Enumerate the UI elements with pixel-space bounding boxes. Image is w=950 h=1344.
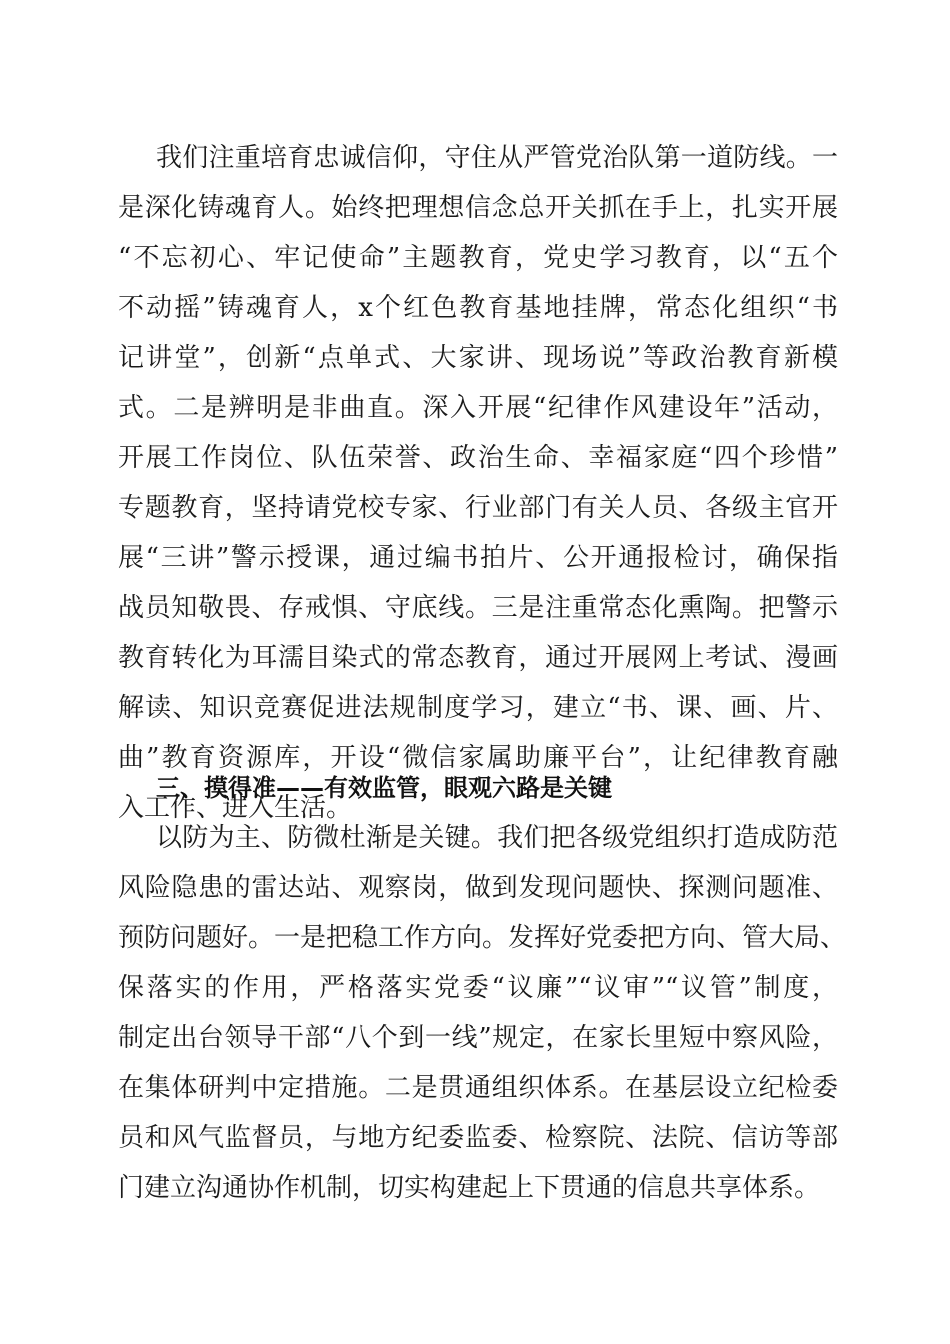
paragraph-line: 式。二是辨明是非曲直。深入开展“纪律作风建设年”活动， — [118, 393, 838, 423]
paragraph-line: 入工作、进入生活。 — [118, 793, 353, 823]
paragraph-line: 保落实的作用，严格落实党委“议廉”“议审”“议管”制度， — [118, 973, 838, 1003]
paragraph-line: “不忘初心、牢记使命”主题教育，党史学习教育，以“五个 — [118, 243, 838, 273]
paragraph-discipline-education — [118, 133, 838, 833]
paragraph-line: 曲”教育资源库，开设“微信家属助廉平台”，让纪律教育融 — [118, 743, 838, 773]
paragraph-line: 展“三讲”警示授课，通过编书拍片、公开通报检讨，确保指 — [118, 543, 838, 573]
paragraph-line: 教育转化为耳濡目染式的常态教育，通过开展网上考试、漫画 — [118, 643, 838, 673]
paragraph-supervision — [118, 813, 847, 1213]
paragraph-line: 战员知敬畏、存戒惧、守底线。三是注重常态化熏陶。把警示 — [118, 593, 838, 623]
paragraph-line: 以防为主、防微杜渐是关键。我们把各级党组织打造成防范 — [156, 823, 838, 853]
paragraph-line: 预防问题好。一是把稳工作方向。发挥好党委把方向、管大局、 — [118, 923, 847, 953]
section-heading: 三、摸得准——有效监管，眼观六路是关键 — [156, 774, 612, 802]
paragraph-line: 解读、知识竞赛促进法规制度学习，建立“书、课、画、片、 — [118, 693, 838, 723]
paragraph-line: 专题教育，坚持请党校专家、行业部门有关人员、各级主官开 — [118, 493, 838, 523]
paragraph-line: 记讲堂”，创新“点单式、大家讲、现场说”等政治教育新模 — [118, 343, 838, 373]
paragraph-line: 开展工作岗位、队伍荣誉、政治生命、幸福家庭“四个珍惜” — [118, 443, 838, 473]
paragraph-line: 员和风气监督员，与地方纪委监委、检察院、法院、信访等部 — [118, 1123, 838, 1153]
paragraph-line: 是深化铸魂育人。始终把理想信念总开关抓在手上，扎实开展 — [118, 193, 838, 223]
paragraph-line: 门建立沟通协作机制，切实构建起上下贯通的信息共享体系。 — [118, 1173, 821, 1203]
paragraph-line: 制定出台领导干部“八个到一线”规定，在家长里短中察风险， — [118, 1023, 838, 1053]
paragraph-line: 风险隐患的雷达站、观察岗，做到发现问题快、探测问题准、 — [118, 873, 838, 903]
paragraph-line: 在集体研判中定措施。二是贯通组织体系。在基层设立纪检委 — [118, 1073, 838, 1103]
paragraph-line: 我们注重培育忠诚信仰，守住从严管党治队第一道防线。一 — [156, 143, 838, 173]
paragraph-line: 不动摇”铸魂育人，x个红色教育基地挂牌，常态化组织“书 — [118, 293, 838, 323]
